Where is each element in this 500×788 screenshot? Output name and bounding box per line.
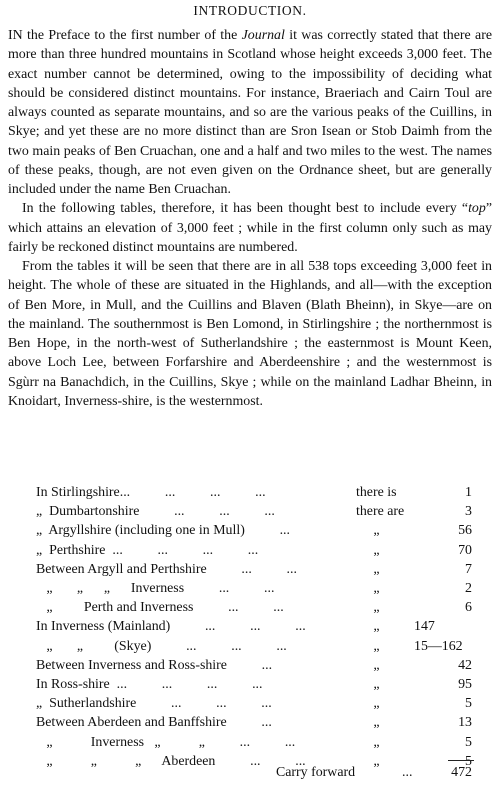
sum-rule [448,760,474,761]
row-count: 7 [465,561,472,577]
row-unit: „ [356,677,380,692]
table-row [0,619,500,638]
table-row [0,543,500,562]
paragraph-3: From the tables it will be seen that there are in all 538 tops exceeding 3,000 feet in height. The whole of these are situated in the Highlands, and all—with the exception of Ben More, in Mull, and the Cuillins and Blaven (Blath Bheinn), in Skye—are on the mainland. The southernmost is Ben Lomond, in Stirlingshire ; the northernmost is Ben Hope, in the north-west of Sutherlandshire ; the easternmost is Mount Keen, above Loch Lee, between Forfarshire and Aberdeenshire ; and the westernmost is Sgùrr na Banachdich, in the Cuillins, Skye ; while on the mainland Ladhar Bheinn, in Knoidart, Inverness-shire, is the westernmost. [8,259,492,409]
row-label: „ „ „ Inverness ... ... [36,581,275,596]
row-unit: „ [356,581,380,596]
paragraph-2-text-a: In the following tables, therefore, it has been thought best to include every “ [22,201,469,217]
row-unit: there are [356,504,405,520]
paragraph-1 [8,26,492,199]
table-row [0,485,500,504]
row-label: „ Sutherlandshire ... ... ... [36,696,272,712]
row-unit: „ [356,619,380,635]
row-label: Between Aberdeen and Banffshire ... [36,715,272,731]
table-row [0,504,500,523]
row-count: 95 [458,677,472,692]
row-label: Between Argyll and Perthshire ... ... [36,561,297,577]
row-count: 5 [465,753,472,769]
row-unit: „ [356,523,380,539]
table-row [0,600,500,619]
row-unit: „ [356,600,380,616]
drop-lead: IN [8,28,23,43]
carry-forward-dots: ... [402,765,413,780]
row-label: Between Inverness and Ross-shire ... [36,657,273,673]
table-row [0,562,500,581]
row-count: 6 [465,600,472,616]
row-label: „ „ „ Aberdeen ... ... [36,753,306,769]
paragraph-1-text-a: the Preface to the first number of the [22,28,242,43]
row-label: „ Inverness „ „ ... ... [36,734,296,750]
row-unit: „ [356,542,380,558]
row-count: 2 [465,581,472,596]
top-italic: top [468,201,486,217]
row-unit: „ [356,657,380,673]
table-row [0,581,500,600]
row-count: 70 [458,542,472,558]
table-row [0,639,500,658]
table-row [0,677,500,696]
carry-forward-label: Carry forward [276,765,356,780]
table-row [0,735,500,754]
row-label: „ Perth and Inverness ... ... [36,600,284,616]
row-count: 42 [458,657,472,673]
row-label: „ Argyllshire (including one in Mull) ... [36,523,290,539]
row-count: 13 [458,715,472,731]
row-subtotal: 147 [414,619,435,635]
row-unit: „ [356,696,380,712]
journal-italic: Journal [241,28,285,43]
row-count: 5 [465,696,472,712]
row-unit: „ [356,561,380,577]
row-label: In Inverness (Mainland) ... ... ... [36,619,306,635]
row-label: In Ross-shire ... ... ... ... [36,677,263,692]
row-count: 5 [465,734,472,750]
page-header: INTRODUCTION. [193,3,307,18]
table-row [0,715,500,734]
carry-forward-total: 472 [451,765,472,780]
paragraph-1-text-b: it was correctly stated that there are more than three hundred mountains in Scotland whose height exceeds 3,000 feet. The exact number cannot be determined, owing to the impossibility of deciding what should be considered distinct mountains. For instance, Braeriach and Cairn Toul are always counted as separate mountains, and so are the various peaks of the Cuillins, in Skye; and yet these are no more distinct than are Sron Isean or Stob Daimh from the two main peaks of Ben Cruachan, one and a half and two miles to the west. The names of these peaks, though, are not even given on the Ordnance sheet, but are generally included under the name Ben Cruachan. [8,28,492,197]
row-count: 3 [465,504,472,520]
row-label: „ Dumbartonshire ... ... ... [36,504,275,520]
carry-forward-row [0,765,500,785]
row-unit: there is [356,485,397,500]
row-label: „ „ (Skye) ... ... ... [36,638,287,654]
row-unit: „ [356,715,380,731]
paragraph-2 [8,199,492,257]
row-subtotal: 15—162 [414,638,463,654]
row-unit: „ [356,638,380,654]
table-row [0,696,500,715]
row-label: In Stirlingshire... ... ... ... [36,485,266,500]
table-row [0,658,500,677]
body-text [8,26,492,411]
row-unit: „ [356,734,380,750]
row-count: 1 [465,485,472,500]
table-row [0,523,500,542]
row-count: 56 [458,523,472,539]
paragraph-2-text-b: ” which attains an elevation of 3,000 feet ; while in the first column only such as may fairly be reckoned distinct mountains are numbered. [8,201,492,255]
row-label: „ Perthshire ... ... ... ... [36,542,259,558]
row-unit: „ [356,753,380,769]
